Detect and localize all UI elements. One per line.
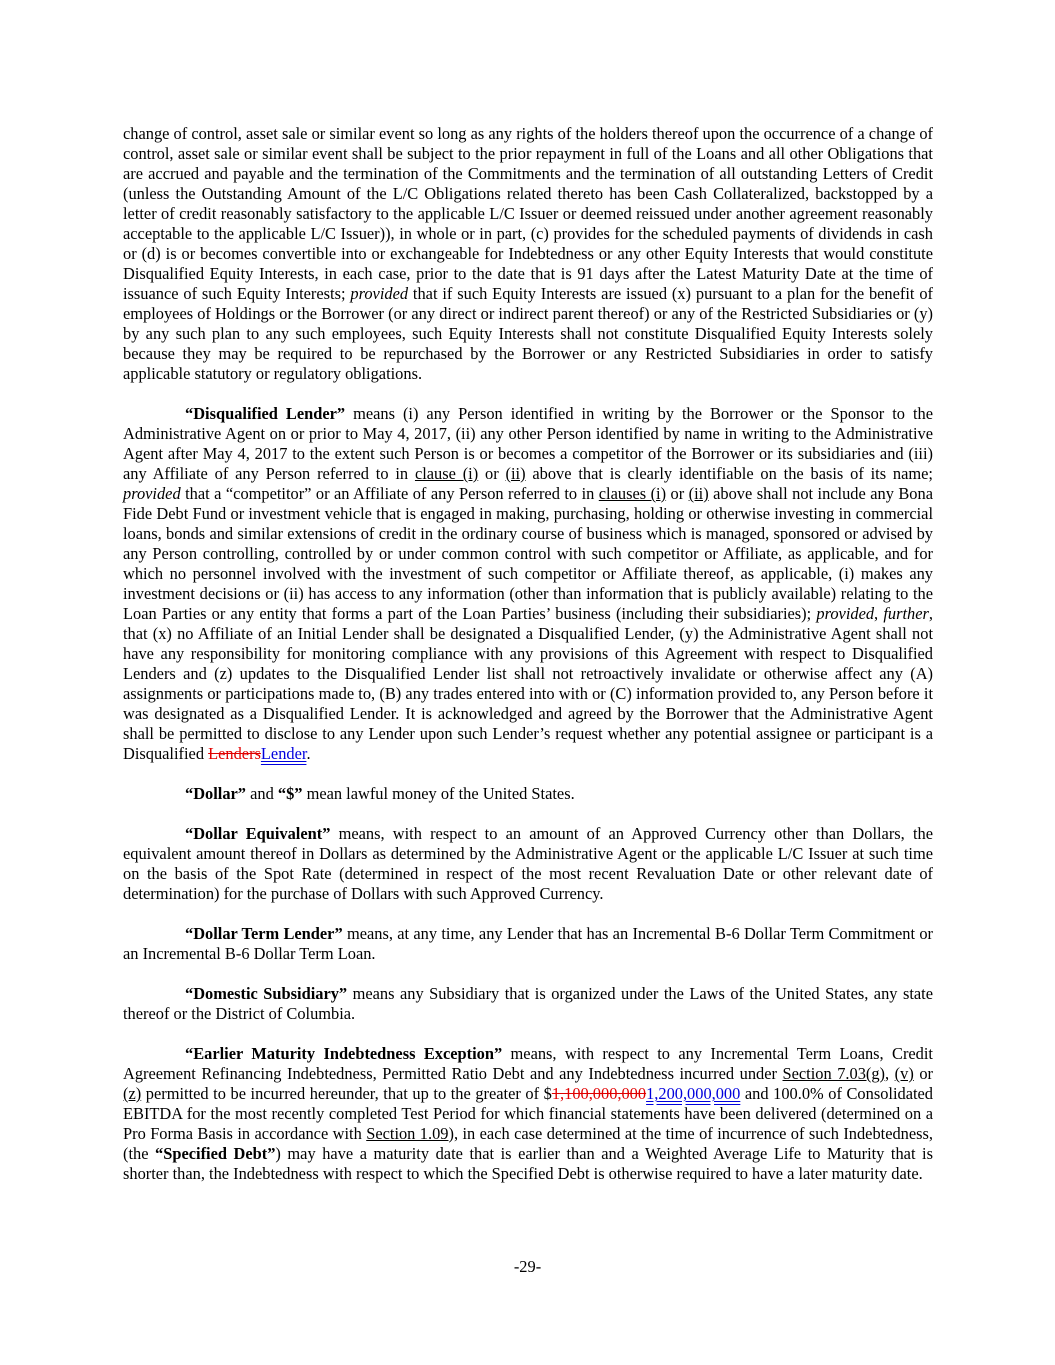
text-run-underline: Section 1.09 bbox=[366, 1124, 449, 1143]
text-run-bold: “Dollar” bbox=[185, 784, 247, 803]
text-run-italic: provided bbox=[350, 284, 409, 303]
inserted-text-run: Lender bbox=[260, 744, 307, 763]
text-run: or bbox=[913, 1064, 933, 1083]
text-run: ) may have a maturity date that is earlier than and a Weighted Average Life to Maturity that is shorter than, the Indebtedness with respect to which the Specified Debt is otherwise required to have a later maturity date. bbox=[123, 1144, 933, 1183]
text-run-underline: (z) bbox=[123, 1084, 142, 1103]
text-run: that a “competitor” or an Affiliate of any Person referred to in bbox=[180, 484, 599, 503]
page-number: -29- bbox=[513, 1257, 542, 1276]
text-run-italic: provided bbox=[123, 484, 181, 503]
paragraph-1 bbox=[123, 124, 933, 384]
text-run: means, with respect to an amount of an Approved Currency other than Dollars, the equivalent amount thereof in Dollars as determined by the Administrative Agent or the applicable L/C Issuer at such time on the basis of the Spot Rate (determined in respect of the most recent Revaluation Date or other relevant date of determination) for the purchase of Dollars with such Approved Currency. bbox=[123, 824, 933, 903]
text-run-bold: “Earlier Maturity Indebtedness Exception” bbox=[185, 1044, 503, 1063]
text-run: means any Subsidiary that is organized under the Laws of the United States, any state thereof or the District of Columbia. bbox=[123, 984, 933, 1023]
text-run: means, at any time, any Lender that has an Incremental B-6 Dollar Term Commitment or an Incremental B-6 Dollar Term Loan. bbox=[123, 924, 933, 963]
deleted-text-run: 1,100,000,000 bbox=[551, 1084, 647, 1103]
text-run-bold: “Dollar Equivalent” bbox=[185, 824, 331, 843]
text-run: ), in each case determined at the time of incurrence of such Indebtedness, (the bbox=[123, 1124, 934, 1163]
text-run: . bbox=[306, 744, 311, 763]
text-run-underline: (ii) bbox=[688, 484, 709, 503]
paragraph-3 bbox=[123, 784, 933, 804]
text-run: and 100.0% of Consolidated EBITDA for the most recently completed Test Period for which financial statements have been delivered (determined on a Pro Forma Basis in accordance with bbox=[123, 1084, 933, 1143]
text-run: above shall not include any Bona Fide Debt Fund or investment vehicle that is engaged in making, purchasing, holding or otherwise investing in commercial loans, bonds and similar extensions of credit in the ordinary course of business which is managed, sponsored or advised by any Person controlling, controlled by or under common control with such competitor or Affiliate, as applicable, and for which no personnel involved with the investment of such competitor or Affiliate thereof, as applicable, (i) makes any investment decisions or (ii) has access to any information (other than information that is publicly available) relating to the Loan Parties or any entity that forms a part of the Loan Parties’ business (including their subsidiaries); bbox=[123, 484, 933, 623]
text-run-bold: “Dollar Term Lender” bbox=[185, 924, 343, 943]
text-run: and bbox=[246, 784, 278, 803]
text-run: , bbox=[885, 1064, 895, 1083]
paragraph-2 bbox=[123, 404, 933, 764]
text-run: that if such Equity Interests are issued (x) pursuant to a plan for the benefit of employees of Holdings or the Borrower (or any direct or indirect parent thereof) or any of the Restricted Subsidiaries or (y) by any such plan to any such employees, such Equity Interests shall not constitute Disqualified Equity Interests solely because they may be required to be repurchased by the Borrower or any Restricted Subsidiaries in order to satisfy applicable statutory or regulatory obligations. bbox=[123, 284, 933, 383]
text-run: , that (x) no Affiliate of an Initial Lender shall be designated a Disqualified Lender, (y) the Administrative Agent shall not have any responsibility for monitoring compliance with any provisions of this Agreement with respect to Disqualified Lenders and (z) updates to the Disqualified Lender list shall not retroactively invalidate or otherwise affect any (A) assignments or participations made to, (B) any trades entered into with or (C) information provided to, any Person before it was designated as a Disqualified Lender. It is acknowledged and agreed by the Borrower that the Administrative Agent shall be permitted to disclose to any Lender upon such Lender’s request whether any potential assignee or participant is a Disqualified bbox=[123, 604, 933, 763]
text-run: mean lawful money of the United States. bbox=[302, 784, 575, 803]
deleted-text-run: Lenders bbox=[208, 744, 261, 763]
text-run-underline: (v) bbox=[894, 1064, 914, 1083]
text-run: change of control, asset sale or similar event so long as any rights of the holders thereof upon the occurrence of a change of control, asset sale or similar event shall be subject to the prior repayment in full of the Loans and all other Obligations that are accrued and payable and the termination of the Commitments and the termination of all outstanding Letters of Credit (unless the Outstanding Amount of the L/C Obligations related thereto has been Cash Collateralized, backstopped by a letter of credit reasonably satisfactory to the applicable L/C Issuer or deemed reissued under another agreement reasonably acceptable to the applicable L/C Issuer)), in whole or in part, (c) provides for the scheduled payments of dividends in cash or (d) is or becomes convertible into or exchangeable for Indebtedness or any other Equity Interests that would constitute Disqualified Equity Interests, in each case, prior to the date that is 91 days after the Latest Maturity Date at the time of issuance of such Equity Interests; bbox=[123, 124, 933, 303]
text-run-underline: clause (i) bbox=[414, 464, 479, 483]
text-run: means (i) any Person identified in writing by the Borrower or the Sponsor to the Administrative Agent on or prior to May 4, 2017, (ii) any other Person identified by name in writing to the Administrative Agent after May 4, 2017 to the extent such Person is or becomes a competitor of the Borrower or its subsidiaries and (iii) any Affiliate of any Person referred to in bbox=[123, 404, 934, 483]
text-run: above that is clearly identifiable on the basis of its name; bbox=[525, 464, 933, 483]
text-run: or bbox=[666, 484, 689, 503]
paragraph-6 bbox=[123, 984, 933, 1024]
paragraph-5 bbox=[123, 924, 933, 964]
text-run-underline: clauses (i) bbox=[598, 484, 667, 503]
text-run: or bbox=[478, 464, 506, 483]
text-run: means, with respect to any Incremental Term Loans, Credit Agreement Refinancing Indebtedness, Permitted Ratio Debt and any Indebtedness incurred under bbox=[123, 1044, 933, 1083]
text-run-bold: “Specified Debt” bbox=[155, 1144, 276, 1163]
text-run-italic: further bbox=[883, 604, 929, 623]
text-run-bold: “Domestic Subsidiary” bbox=[185, 984, 348, 1003]
text-run-bold: “Disqualified Lender” bbox=[185, 404, 346, 423]
text-run: , bbox=[874, 604, 884, 623]
text-run-underline: Section 7.03(g) bbox=[782, 1064, 886, 1083]
paragraph-7 bbox=[123, 1044, 933, 1184]
inserted-text-run: 1,200,000,000 bbox=[646, 1084, 741, 1103]
text-run-underline: (ii) bbox=[505, 464, 526, 483]
document-body bbox=[123, 124, 933, 1204]
text-run-italic: provided bbox=[816, 604, 875, 623]
paragraph-4 bbox=[123, 824, 933, 904]
text-run: permitted to be incurred hereunder, that up to the greater of $ bbox=[141, 1084, 552, 1103]
text-run-bold: “$” bbox=[277, 784, 303, 803]
